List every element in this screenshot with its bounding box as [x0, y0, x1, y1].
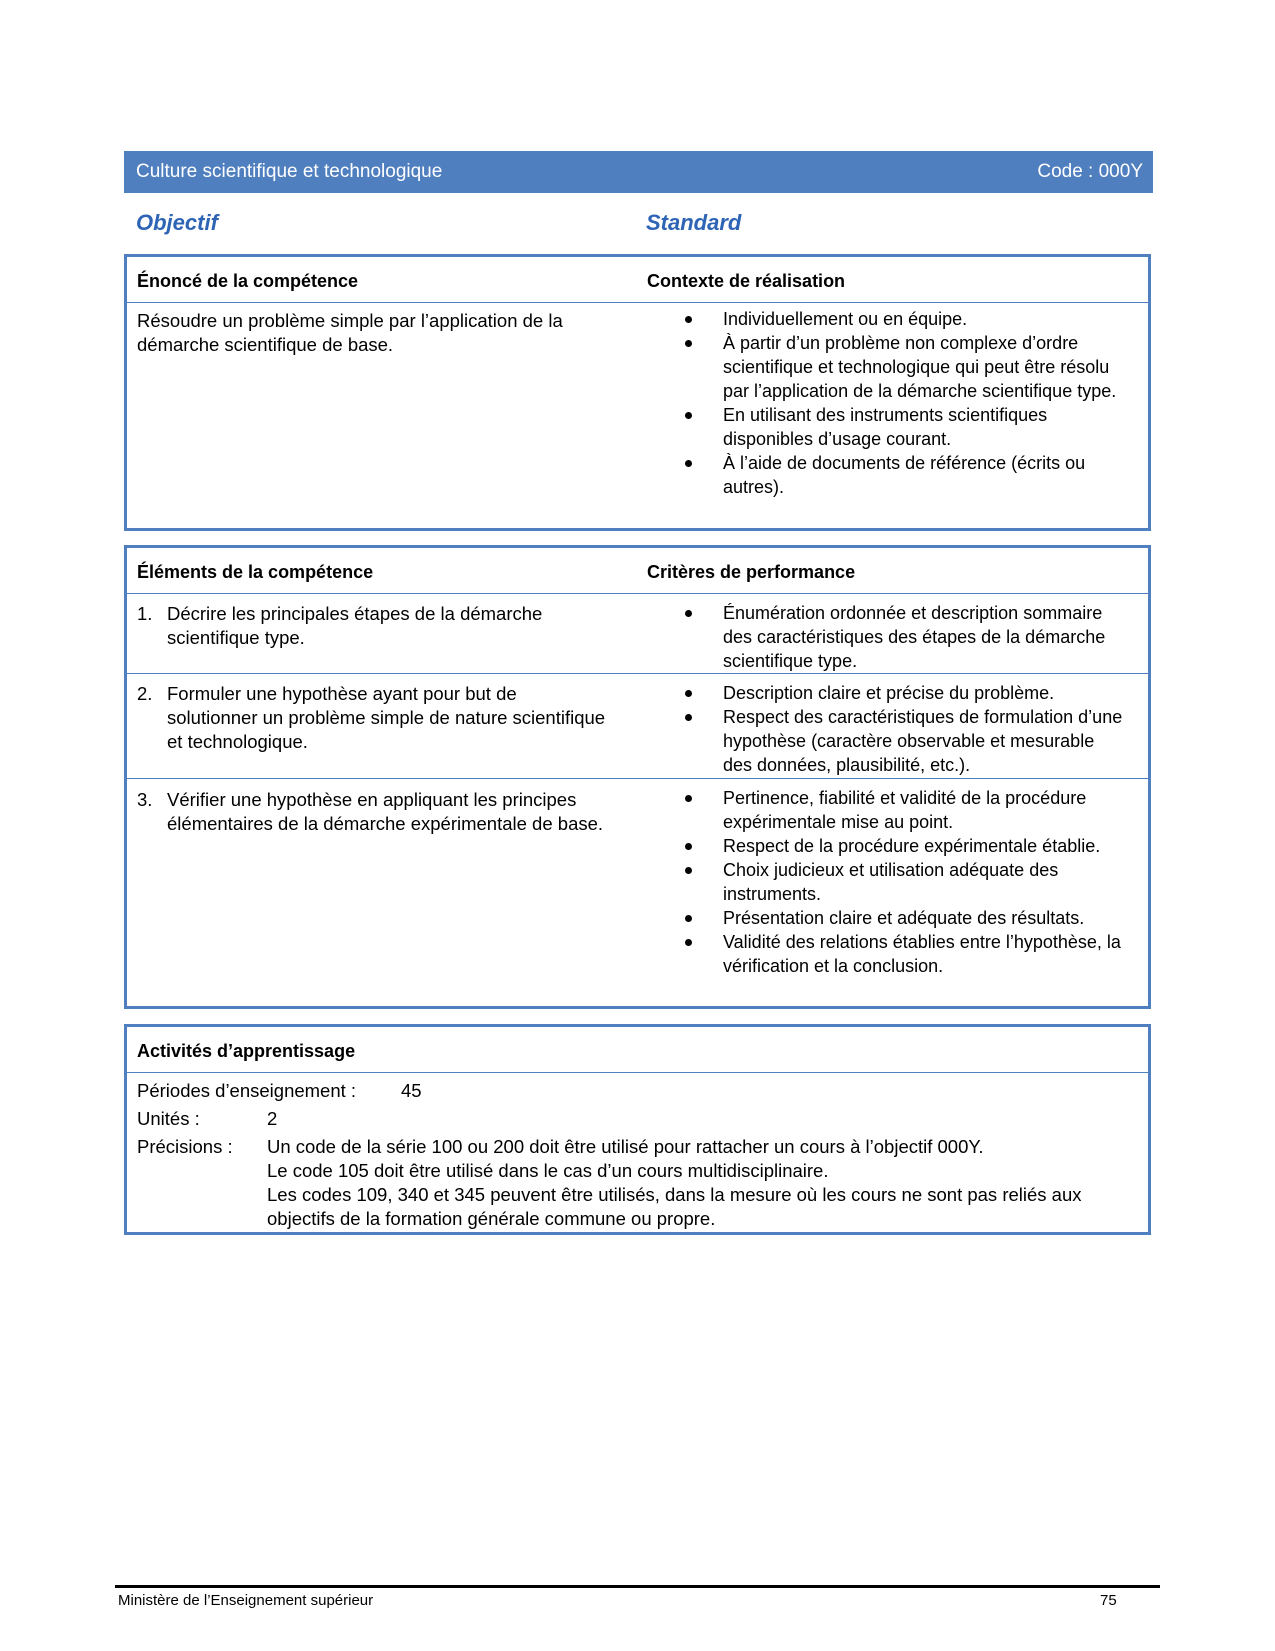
units-label: Unités :: [137, 1108, 200, 1129]
criterion-item: Choix judicieux et utilisation adéquate des instruments.: [685, 858, 1125, 906]
footer-ministry: Ministère de l’Enseignement supérieur: [118, 1592, 374, 1609]
divider: [127, 1072, 1148, 1073]
element-text: Décrire les principales étapes de la démarche scientifique type.: [167, 603, 543, 648]
divider: [127, 593, 1148, 594]
learning-activities-box: [124, 1024, 1151, 1235]
precision-line: Le code 105 doit être utilisé dans le cas d’un cours multidisciplinaire.: [267, 1160, 829, 1181]
element-text: Vérifier une hypothèse en appliquant les principes élémentaires de la démarche expérimentale de base.: [167, 789, 604, 834]
criteria-list-3: [685, 786, 1125, 978]
elements-header: Éléments de la compétence: [137, 562, 374, 582]
learning-activities-header: Activités d’apprentissage: [137, 1041, 356, 1061]
criteria-list-2: [685, 681, 1125, 777]
criterion-item: Présentation claire et adéquate des résultats.: [685, 906, 1125, 930]
element-text: Formuler une hypothèse ayant pour but de solutionner un problème simple de nature scientifique et technologique.: [167, 683, 606, 752]
criterion-item: Respect de la procédure expérimentale établie.: [685, 834, 1125, 858]
criteria-list-1: [685, 601, 1125, 673]
elements-box: [124, 545, 1151, 1009]
element-2: [137, 682, 607, 754]
units-value: 2: [267, 1108, 278, 1129]
standard-label: Standard: [646, 210, 742, 235]
page-number: 75: [1100, 1592, 1117, 1609]
element-number: 3.: [137, 789, 153, 810]
criterion-item: Énumération ordonnée et description sommaire des caractéristiques des étapes de la démarche scientifique type.: [685, 601, 1125, 673]
criterion-item: Respect des caractéristiques de formulation d’une hypothèse (caractère observable et mesurable des données, plausibilité, etc.).: [685, 705, 1125, 777]
periods-value: 45: [401, 1080, 422, 1101]
criterion-item: Description claire et précise du problème.: [685, 681, 1125, 705]
context-item: À partir d’un problème non complexe d’ordre scientifique et technologique qui peut être résolu par l’application de la démarche scientifique type.: [685, 331, 1125, 403]
element-1: [137, 602, 607, 650]
document-title: Culture scientifique et technologique: [136, 161, 443, 182]
divider: [127, 778, 1148, 779]
element-3: [137, 788, 607, 836]
precision-line: Un code de la série 100 ou 200 doit être utilisé pour rattacher un cours à l’objectif 000Y.: [267, 1136, 984, 1157]
context-item: À l’aide de documents de référence (écrits ou autres).: [685, 451, 1125, 499]
objective-code: Code : 000Y: [1037, 161, 1143, 182]
element-number: 2.: [137, 683, 153, 704]
competence-statement: Résoudre un problème simple par l’application de la démarche scientifique de base.: [137, 310, 563, 355]
precisions-label: Précisions :: [137, 1136, 233, 1157]
divider: [127, 673, 1148, 674]
context-item: Individuellement ou en équipe.: [685, 307, 1125, 331]
context-item: En utilisant des instruments scientifiques disponibles d’usage courant.: [685, 403, 1125, 451]
criterion-item: Validité des relations établies entre l’hypothèse, la vérification et la conclusion.: [685, 930, 1125, 978]
criteria-header: Critères de performance: [647, 562, 856, 582]
periods-label: Périodes d’enseignement :: [137, 1080, 357, 1101]
context-list: [685, 307, 1125, 499]
divider: [127, 302, 1148, 303]
competence-statement-header: Énoncé de la compétence: [137, 271, 359, 291]
precisions: [267, 1135, 1127, 1231]
header-band: [124, 151, 1153, 193]
footer-rule: [115, 1585, 1160, 1588]
competence-box: [124, 254, 1151, 531]
precision-line: Les codes 109, 340 et 345 peuvent être utilisés, dans la mesure où les cours ne sont pas reliés aux objectifs de la formation générale commune ou propre.: [267, 1184, 1082, 1229]
context-header: Contexte de réalisation: [647, 271, 846, 291]
criterion-item: Pertinence, fiabilité et validité de la procédure expérimentale mise au point.: [685, 786, 1125, 834]
element-number: 1.: [137, 603, 153, 624]
objectif-label: Objectif: [136, 210, 218, 235]
